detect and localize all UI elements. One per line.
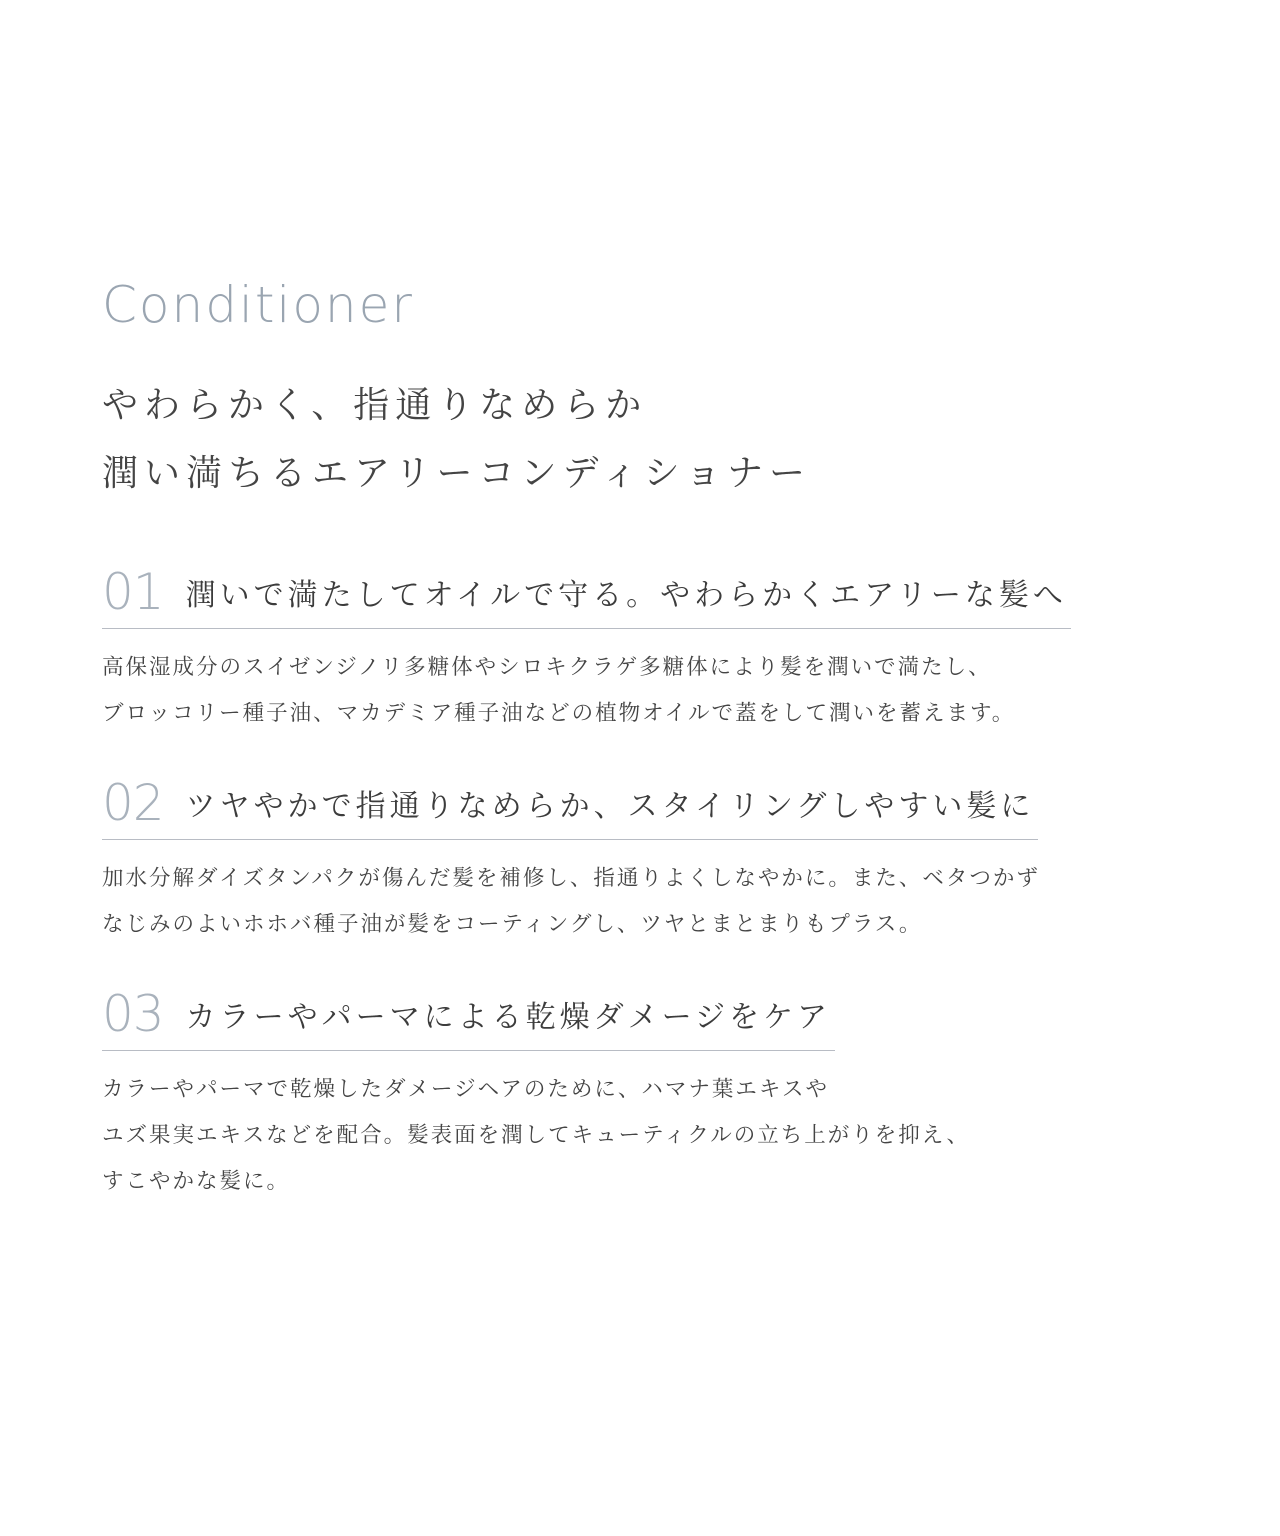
feature-description-line: 高保湿成分のスイゼンジノリ多糖体やシロキクラゲ多糖体により髪を潤いで満たし、 bbox=[102, 655, 992, 680]
feature-description-line: カラーやパーマで乾燥したダメージヘアのために、ハマナ葉エキスや bbox=[102, 1077, 829, 1102]
feature-number: 02 bbox=[102, 774, 164, 832]
headline-line: 潤い満ちるエアリーコンディショナー bbox=[102, 453, 811, 494]
feature-item bbox=[102, 774, 1182, 948]
page-title: Conditioner bbox=[102, 276, 414, 334]
product-description bbox=[102, 270, 1182, 1227]
feature-title: ツヤやかで指通りなめらか、スタイリングしやすい髪に bbox=[185, 789, 1035, 824]
feature-description-line: すこやかな髪に。 bbox=[102, 1169, 291, 1194]
feature-item bbox=[102, 563, 1182, 737]
feature-title: 潤いで満たしてオイルで守る。やわらかくエアリーな髪へ bbox=[185, 578, 1067, 613]
feature-number: 03 bbox=[102, 985, 164, 1043]
headline bbox=[102, 372, 1182, 508]
feature-item bbox=[102, 985, 1182, 1205]
feature-heading bbox=[102, 563, 1071, 629]
feature-list bbox=[102, 563, 1182, 1205]
feature-description bbox=[102, 856, 1182, 948]
feature-title: カラーやパーマによる乾燥ダメージをケア bbox=[185, 1000, 832, 1035]
feature-description bbox=[102, 1067, 1182, 1205]
feature-number: 01 bbox=[102, 563, 164, 621]
feature-description-line: なじみのよいホホバ種子油が髪をコーティングし、ツヤとまとまりもプラス。 bbox=[102, 912, 923, 937]
feature-description-line: ユズ果実エキスなどを配合。髪表面を潤してキューティクルの立ち上がりを抑え、 bbox=[102, 1123, 970, 1148]
feature-description-line: 加水分解ダイズタンパクが傷んだ髪を補修し、指通りよくしなやかに。また、ベタつかず bbox=[102, 866, 1040, 891]
feature-heading bbox=[102, 985, 835, 1051]
headline-line: やわらかく、指通りなめらか bbox=[102, 385, 648, 426]
feature-description-line: ブロッコリー種子油、マカデミア種子油などの植物オイルで蓋をして潤いを蓄えます。 bbox=[102, 701, 1016, 726]
feature-description bbox=[102, 645, 1182, 737]
feature-heading bbox=[102, 774, 1038, 840]
